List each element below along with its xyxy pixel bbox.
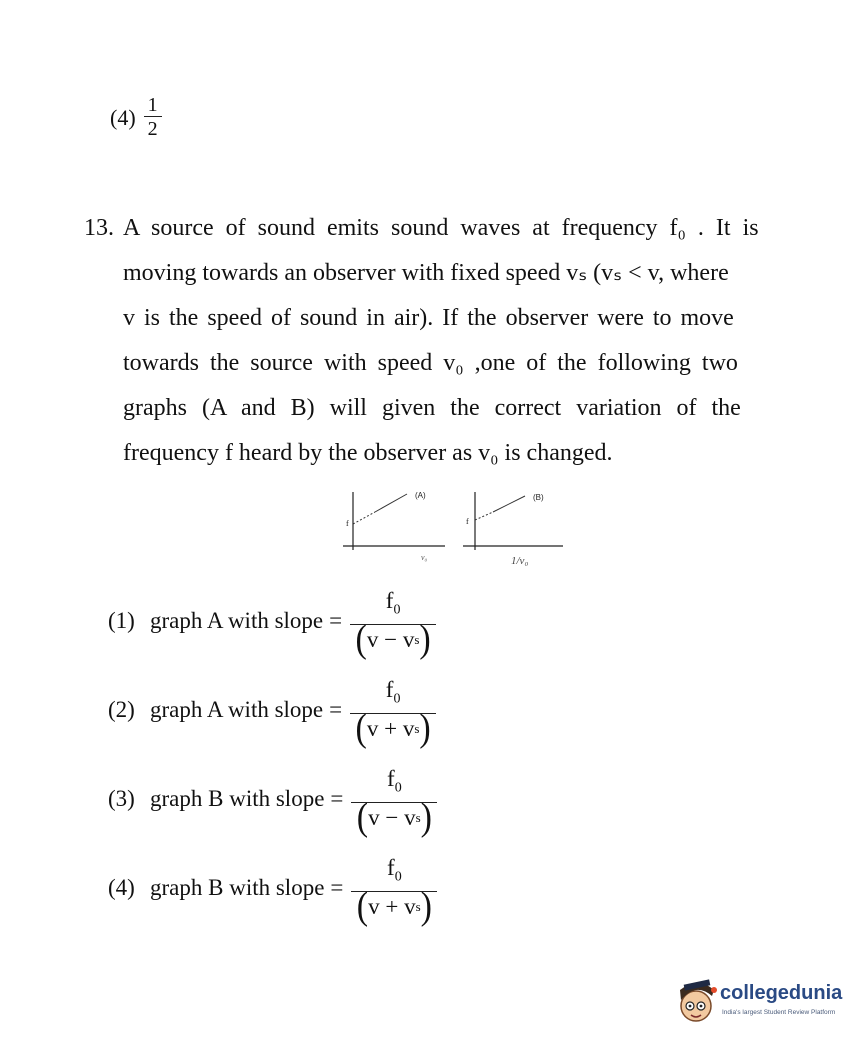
equals-sign: = [329,608,343,634]
option-label: (1) [108,608,135,634]
mascot-icon [676,976,720,1026]
slope-numerator: $f_0$ [387,855,402,885]
equals-sign: = [330,786,344,812]
option-text: graph B with slope [150,786,325,812]
graph-b-line [493,496,525,512]
prev-option-denominator: 2 [147,118,158,140]
slope-numerator: $f_0$ [385,677,401,707]
slope-numerator: $f_0$ [385,588,401,618]
graph-a-tag: (A) [415,491,426,500]
option-label: (2) [108,697,135,723]
question-line-2: moving towards an observer with fixed speed vₛ (vₛ < v, where [123,260,729,286]
graph-b-dashed-line [475,512,493,520]
question-line-1: A source of sound emits sound waves at frequency f₀ . It is [123,215,759,241]
prev-option [110,94,162,141]
graphs-figure [335,484,565,574]
graph-a-ylabel: f [346,519,349,528]
graph-a [343,491,445,562]
question-line-3: v is the speed of sound in air). If the observer were to move [123,305,734,331]
graph-b [463,492,563,567]
logo-name: collegedunia [720,982,843,1004]
prev-option-label: (4) [110,104,136,130]
slope-fraction [350,588,436,661]
option-label: (4) [108,875,135,901]
option-4[interactable] [108,855,437,928]
graph-b-ylabel: f [466,517,469,526]
slope-fraction [350,677,436,750]
slope-fraction [351,855,437,928]
graph-b-xlabel: 1/v₀ [511,555,529,567]
option-text: graph B with slope [150,875,325,901]
collegedunia-logo[interactable] [676,976,848,1026]
prev-option-fraction [144,94,162,141]
question-text [123,206,782,476]
graph-a-dashed-line [353,512,375,524]
equals-sign: = [329,697,343,723]
question-line-5: graphs (A and B) will given the correct variation of the [123,395,741,421]
equals-sign: = [330,875,344,901]
graph-a-line [375,494,407,512]
option-2[interactable] [108,677,436,750]
prev-option-numerator: 1 [147,94,158,116]
option-text: graph A with slope [150,697,324,723]
slope-numerator: $f_0$ [387,766,402,796]
logo-tagline: India's largest Student Review Platform [722,1009,836,1016]
question-line-6: frequency f heard by the observer as v₀ is changed. [123,440,613,466]
slope-denominator: ( v − v s ) [355,618,431,661]
graph-a-xlabel: v₀ [421,553,428,562]
slope-fraction [351,766,437,839]
option-1[interactable] [108,588,436,661]
slope-denominator: ( v + v s ) [356,885,432,928]
graph-b-tag: (B) [533,493,544,502]
question-number: 13. [84,215,114,241]
slope-denominator: ( v + v s ) [355,707,431,750]
option-text: graph A with slope [150,608,324,634]
question-line-4: towards the source with speed v₀ ,one of the following two [123,350,738,376]
option-3[interactable] [108,766,437,839]
option-label: (3) [108,786,135,812]
slope-denominator: ( v − v s ) [356,796,432,839]
